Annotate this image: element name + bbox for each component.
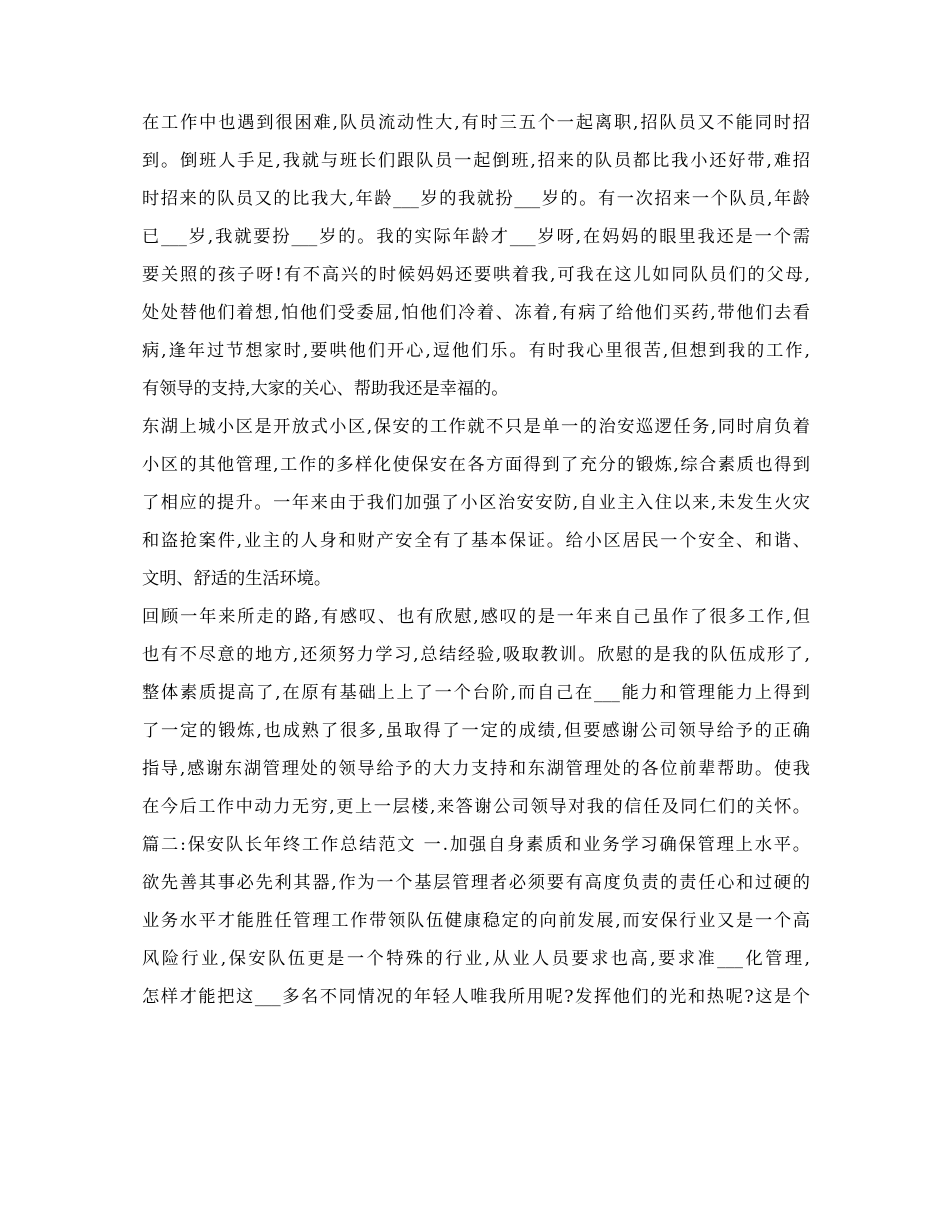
paragraph-end-line: 有领导的支持,大家的关心、帮助我还是幸福的。 — [142, 379, 509, 399]
text-line: 了一定的锻炼,也成熟了很多,虽取得了一定的成绩,但要感谢公司领导给予的正确 — [142, 721, 810, 741]
document-page — [142, 104, 810, 1016]
section-heading-line: 篇二:保安队长年终工作总结范文 一.加强自身素质和业务学习确保管理上水平。 — [142, 835, 810, 855]
text-line: 病,逢年过节想家时,要哄他们开心,逗他们乐。有时我心里很苦,但想到我的工作, — [142, 341, 810, 361]
text-line: 了相应的提升。一年来由于我们加强了小区治安安防,自业主入住以来,未发生火灾 — [142, 493, 810, 513]
text-line: 业务水平才能胜任管理工作带领队伍健康稳定的向前发展,而安保行业又是一个高 — [142, 911, 810, 931]
text-line: 在今后工作中动力无穷,更上一层楼,来答谢公司领导对我的信任及同仁们的关怀。 — [142, 797, 810, 817]
text-line: 也有不尽意的地方,还须努力学习,总结经验,吸取教训。欣慰的是我的队伍成形了, — [142, 645, 810, 665]
text-line: 整体素质提高了,在原有基础上上了一个台阶,而自己在___能力和管理能力上得到 — [142, 683, 810, 703]
text-line: 处处替他们着想,怕他们受委屈,怕他们冷着、冻着,有病了给他们买药,带他们去看 — [142, 303, 810, 323]
text-line: 怎样才能把这___多名不同情况的年轻人唯我所用呢?发挥他们的光和热呢?这是个 — [142, 987, 810, 1007]
text-line: 欲先善其事必先利其器,作为一个基层管理者必须要有高度负责的责任心和过硬的 — [142, 873, 810, 893]
paragraph-end-line: 文明、舒适的生活环境。 — [142, 569, 332, 589]
text-line: 小区的其他管理,工作的多样化使保安在各方面得到了充分的锻炼,综合素质也得到 — [142, 455, 810, 475]
text-line: 指导,感谢东湖管理处的领导给予的大力支持和东湖管理处的各位前辈帮助。使我 — [142, 759, 810, 779]
text-line: 风险行业,保安队伍更是一个特殊的行业,从业人员要求也高,要求准___化管理, — [142, 949, 810, 969]
text-line: 到。倒班人手足,我就与班长们跟队员一起倒班,招来的队员都比我小还好带,难招 — [142, 151, 810, 171]
text-line: 在工作中也遇到很困难,队员流动性大,有时三五个一起离职,招队员又不能同时招 — [142, 113, 810, 133]
text-line: 和盗抢案件,业主的人身和财产安全有了基本保证。给小区居民一个安全、和谐、 — [142, 531, 810, 551]
text-line: 回顾一年来所走的路,有感叹、也有欣慰,感叹的是一年来自己虽作了很多工作,但 — [142, 607, 810, 627]
text-line: 东湖上城小区是开放式小区,保安的工作就不只是单一的治安巡逻任务,同时肩负着 — [142, 417, 810, 437]
text-line: 已___岁,我就要扮___岁的。我的实际年龄才___岁呀,在妈妈的眼里我还是一个需 — [142, 227, 810, 247]
text-line: 时招来的队员又的比我大,年龄___岁的我就扮___岁的。有一次招来一个队员,年龄 — [142, 189, 810, 209]
text-line: 要关照的孩子呀!有不高兴的时候妈妈还要哄着我,可我在这儿如同队员们的父母, — [142, 265, 810, 285]
